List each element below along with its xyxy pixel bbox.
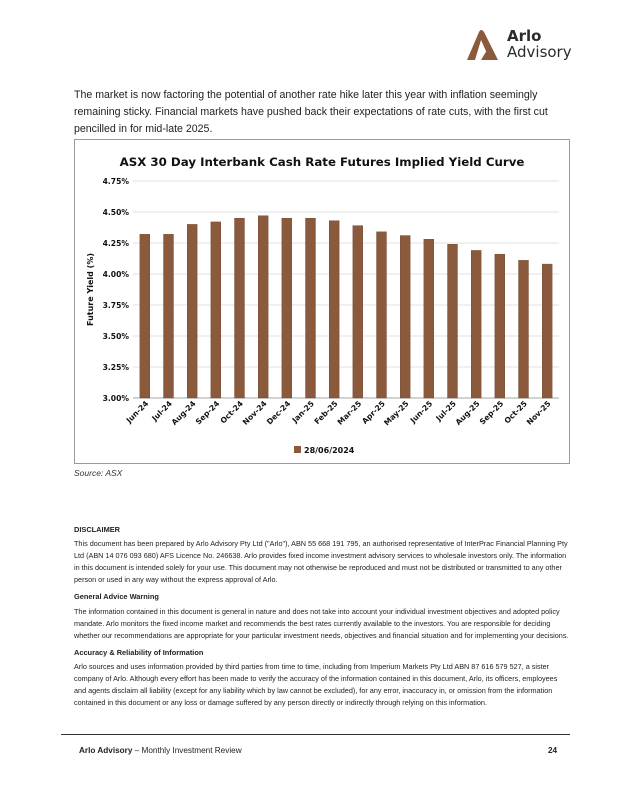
y-tick-label: 3.00% xyxy=(102,394,129,403)
bar xyxy=(377,232,387,398)
x-tick-label: Oct-25 xyxy=(502,399,529,426)
intro-paragraph: The market is now factoring the potential of another rate hike later this year with inflation seemingly remaining sticky. Financial markets have pushed back their expectations of rate cuts, with the first cut pencilled in for mid-late 2025. xyxy=(74,89,548,135)
x-tick-label: Jul-25 xyxy=(434,399,458,423)
legend-label: 28/06/2024 xyxy=(304,446,355,455)
bar xyxy=(495,254,505,398)
x-tick-label: Oct-24 xyxy=(218,399,245,426)
bar xyxy=(471,250,481,398)
disclaimer-section xyxy=(74,524,570,714)
bar xyxy=(353,226,363,398)
chart-title: ASX 30 Day Interbank Cash Rate Futures Implied Yield Curve xyxy=(119,155,525,169)
page-number: 24 xyxy=(548,746,558,755)
logo-line2: Advisory xyxy=(507,43,572,61)
x-tick-label: Dec-24 xyxy=(264,399,293,427)
bar xyxy=(424,239,434,398)
footer-title xyxy=(79,746,242,755)
chart-source: Source: ASX xyxy=(74,468,123,478)
x-tick-label: Aug-25 xyxy=(453,399,482,427)
bar xyxy=(448,244,458,398)
x-tick-label: Sep-25 xyxy=(477,399,506,427)
bar xyxy=(542,264,552,398)
general-advice-heading: General Advice Warning xyxy=(74,592,159,602)
x-tick-label: Nov-24 xyxy=(240,399,269,427)
x-tick-label: May-25 xyxy=(382,399,411,428)
arlo-logo xyxy=(465,28,575,64)
x-tick-label: Feb-25 xyxy=(312,399,340,427)
bar xyxy=(235,218,245,398)
x-tick-label: Apr-25 xyxy=(360,399,387,426)
yield-curve-chart xyxy=(74,139,570,464)
y-tick-labels xyxy=(103,177,130,403)
bar xyxy=(306,218,316,398)
bar xyxy=(282,218,292,398)
x-tick-label: Jan-25 xyxy=(290,399,316,425)
y-tick-label: 4.00% xyxy=(102,270,129,279)
bar xyxy=(140,234,150,398)
y-tick-label: 3.75% xyxy=(102,301,129,310)
y-tick-label: 4.50% xyxy=(102,208,129,217)
y-tick-label: 4.75% xyxy=(102,177,129,186)
x-tick-label: Mar-25 xyxy=(335,399,364,427)
chart-canvas xyxy=(75,140,569,463)
footer-brand: Arlo Advisory xyxy=(79,746,133,755)
disclaimer-body: This document has been prepared by Arlo Advisory Pty Ltd ("Arlo"), ABN 55 668 191 795, an authorised representative of InterPrac Financial Planning Pty Ltd (ABN 14 076 093 680) AFS Licence No. 246638. Arlo provides fixed income investment advisory services to wholesale investors only. The information in this document is intended solely for your use. This document may not otherwise be reproduced and must not be distributed or transmitted to any other person or used in any way without the express approval of Arlo. xyxy=(74,539,568,585)
x-tick-label: Nov-25 xyxy=(524,399,553,427)
logo-line1: Arlo xyxy=(507,27,542,45)
bar xyxy=(187,224,197,398)
x-tick-label: Aug-24 xyxy=(169,399,198,427)
y-tick-label: 4.25% xyxy=(102,239,129,248)
legend-swatch xyxy=(294,446,301,453)
bar xyxy=(519,260,529,398)
general-advice-body: The information contained in this document is general in nature and does not take into account your individual investment objectives and adopted policy mandate. Arlo monitors the fixed income market and recommends the best rates currently available to the investors. You are responsible for deciding whether our recommendations are appropriate for your particular investment needs, objectives and financial situation and for implementing your decisions. xyxy=(74,606,569,640)
x-tick-label: Jul-24 xyxy=(150,399,174,423)
accuracy-heading: Accuracy & Reliability of Information xyxy=(74,647,204,657)
legend xyxy=(294,446,355,455)
x-tick-label: Sep-24 xyxy=(193,399,222,427)
bar xyxy=(329,221,339,398)
x-tick-label: Jun-24 xyxy=(124,399,151,425)
bar xyxy=(164,234,174,398)
y-axis-label: Future Yield (%) xyxy=(86,253,95,326)
bar xyxy=(211,222,221,398)
footer-subtitle: – Monthly Investment Review xyxy=(132,746,242,755)
footer-divider xyxy=(61,734,570,735)
y-tick-label: 3.25% xyxy=(102,363,129,372)
arlo-logo-icon xyxy=(465,28,501,62)
x-tick-labels xyxy=(124,399,553,427)
accuracy-body: Arlo sources and uses information provided by third parties from time to time, including from Imperium Markets Pty Ltd ABN 87 616 579 527, a sister company of Arlo. Although every effort has been made to verify the accuracy of the information contained in this document, Arlo, its officers, employees and agents disclaim all liability (except for any liability which by law cannot be excluded), for any error, inaccuracy in, or omission from the information contained in this document or any loss or damage suffered by any person directly or indirectly through relying on this information. xyxy=(74,661,558,708)
bar xyxy=(258,216,268,398)
bar xyxy=(400,236,410,398)
y-tick-label: 3.50% xyxy=(102,332,129,341)
logo-wordmark xyxy=(507,28,572,60)
x-tick-label: Jun-25 xyxy=(408,399,435,425)
disclaimer-heading: DISCLAIMER xyxy=(74,525,120,534)
